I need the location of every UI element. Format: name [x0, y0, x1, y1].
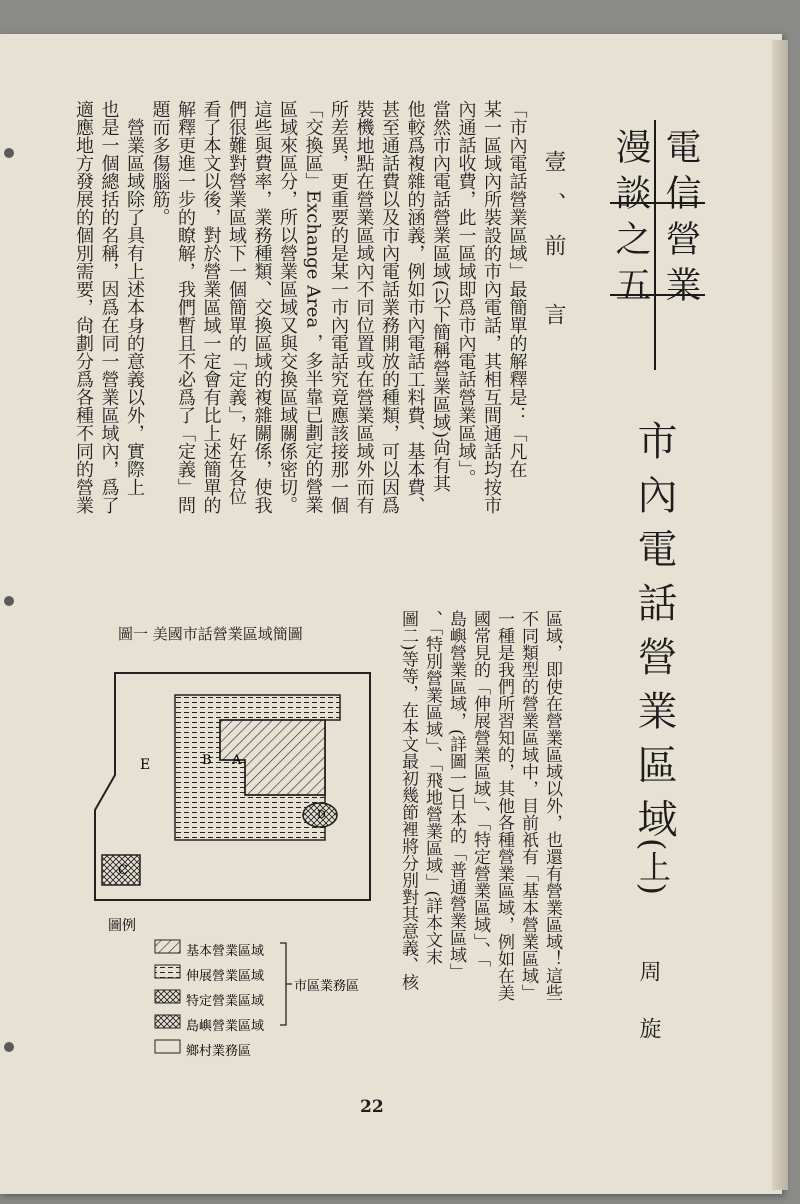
figure-1 [80, 625, 380, 1075]
text-column: 看了本文以後，對於營業區域一定會有比上述簡單的 [200, 100, 222, 514]
divider-line [654, 120, 656, 370]
series-title-col1: 電信營業 [660, 128, 701, 312]
series-title-box [600, 120, 710, 370]
text-column: 某一區域內所裝設的市內電話，其相互間通話均按市 [481, 100, 502, 514]
text-column: 們很難對營業區域下一個簡單的「定義」，好在各位 [226, 100, 247, 505]
article-part: (上) [634, 838, 672, 895]
text-column: 當然市內電話營業區域(以下簡稱營業區域)尙有其 [430, 100, 451, 493]
text-column: 裝機地點在營業區域內不同位置或在營業區域外而有 [353, 100, 375, 514]
text-column: 營業區域除了具有上述本身的意義以外，實際上 [124, 100, 145, 496]
article-title: 市內電話營業區域 [631, 420, 677, 852]
text-column: 圖二)等等，在本文最初幾節裡將分別對其意義、核 [398, 610, 418, 991]
legend-group-label: 市區業務區 [294, 979, 360, 994]
text-column: 這些與費率，業務種類、交換區域的複雜關係，使我 [251, 100, 273, 514]
text-column: 也是一個總括的名稱，因爲在同一營業區域內，爲了 [98, 100, 120, 514]
text-column: 「交換區」Exchange Area ，多半靠已劃定的營業 [302, 100, 324, 514]
binder-hole [4, 1042, 14, 1052]
text-column: 區域，即使在營業區域以外，也還有營業區域！這些 [542, 610, 562, 1001]
text-column: 一種是我們所習知的，其他各種營業區域，例如在美 [494, 610, 514, 1001]
legend-list [186, 939, 264, 1064]
label-a: A [232, 753, 242, 768]
text-column: 國常見的「伸展營業區域」、「特定營業區域」、「 [470, 610, 490, 967]
text-column: 解釋更進一步的瞭解，我們暫且不必爲了「定義」問 [175, 100, 196, 514]
body-text-block [60, 100, 530, 580]
binder-hole [4, 596, 14, 606]
section-heading: 壹、前 言 [541, 150, 566, 345]
text-column: 不同類型的營業區域中，目前祇有「基本營業區域」 [518, 610, 538, 1001]
text-column: 他較爲複雜的涵義，例如市內電話工料費、基本費、 [404, 100, 426, 514]
text-column: 題而多傷腦筋。 [149, 100, 171, 226]
label-e: E [140, 757, 151, 773]
text-column: 所差異，更重要的是某一市內電話究竟應該接那一個 [328, 100, 349, 514]
label-c: C [118, 863, 128, 878]
text-column: 、「特別營業區域」、「飛地營業區域」(詳本文末 [422, 610, 442, 966]
label-d: D [317, 808, 326, 821]
text-column: 內通話收費，此一區域即爲市內電話營業區域」。 [455, 100, 477, 487]
text-column: 島嶼營業區域，(詳圖一)日本的「普通營業區域」 [446, 610, 466, 981]
label-b: B [202, 753, 212, 768]
legend-item: 特定營業區域 [186, 994, 265, 1009]
legend-title: 圖例 [108, 918, 136, 934]
binder-hole [4, 148, 14, 158]
figure-caption: 圖一 美國市話營業區域簡圖 [118, 625, 303, 643]
body-text-right-block [395, 610, 565, 1080]
text-column: 區域來區分，所以營業區域又與交換區域關係密切。 [277, 100, 298, 514]
legend-item: 島嶼營業區域 [186, 1019, 265, 1034]
page-edge [772, 40, 788, 1190]
legend-item: 鄉村業務區 [186, 1044, 252, 1059]
page-number: 22 [360, 1097, 384, 1117]
text-column: 甚至通話費以及市內電話業務開放的種類，可以因爲 [379, 100, 400, 514]
series-title-col2: 漫談之五 [610, 128, 651, 312]
text-column: 「市內電話營業區域」最簡單的解釋是：「凡在 [506, 100, 528, 478]
legend-item: 伸展營業區域 [186, 969, 265, 984]
legend-item: 基本營業區域 [186, 944, 265, 959]
text-column: 適應地方發展的個別需要，尙劃分爲各種不同的營業 [73, 100, 94, 514]
article-author: 周 旋 [636, 960, 661, 1053]
